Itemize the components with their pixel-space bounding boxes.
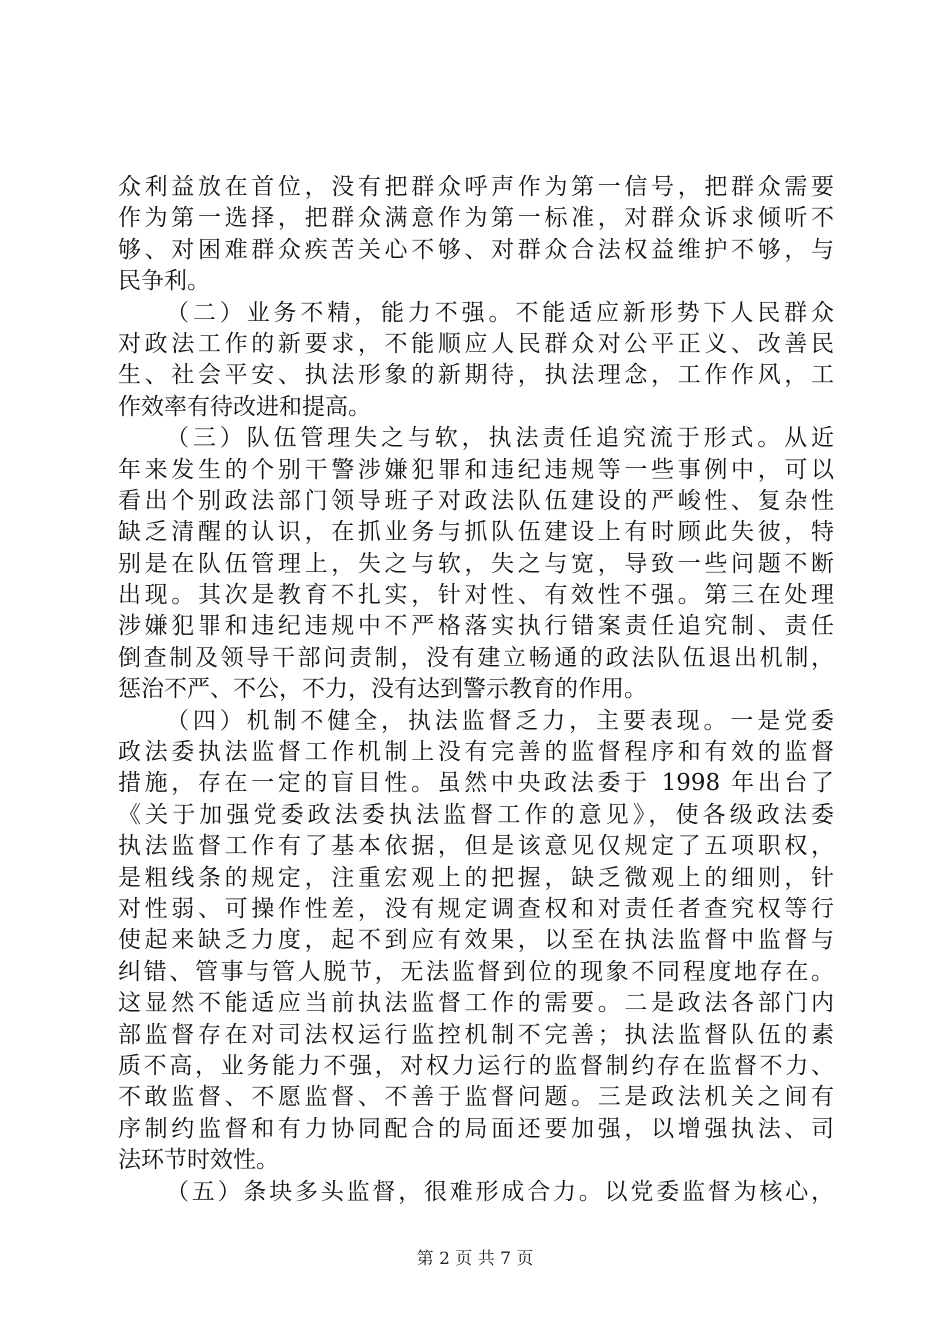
text-line: 《关于加强党委政法委执法监督工作的意见》，使各级政法委 <box>118 801 834 828</box>
text-line: 民争利。 <box>118 268 210 295</box>
text-line: 看出个别政法部门领导班子对政法队伍建设的严峻性、复杂性 <box>118 487 834 514</box>
text-line: 惩治不严、不公，不力，没有达到警示教育的作用。 <box>118 676 647 703</box>
document-body <box>118 172 834 1208</box>
text-line: 够、对困难群众疾苦关心不够、对群众合法权益维护不够，与 <box>118 236 834 263</box>
text-line: 生、社会平安、执法形象的新期待，执法理念，工作作风，工 <box>118 362 834 389</box>
text-line: 措施，存在一定的盲目性。虽然中央政法委于 1998 年出台了 <box>118 770 834 797</box>
text-line: 不敢监督、不愿监督、不善于监督问题。三是政法机关之间有 <box>118 1084 834 1111</box>
text-line: 出现。其次是教育不扎实，针对性、有效性不强。第三在处理 <box>118 582 834 609</box>
text-line: 执法监督工作有了基本依据，但是该意见仅规定了五项职权， <box>118 833 834 860</box>
text-line: 这显然不能适应当前执法监督工作的需要。二是政法各部门内 <box>118 990 834 1017</box>
text-line: 作为第一选择，把群众满意作为第一标准，对群众诉求倾听不 <box>118 205 834 232</box>
text-line: （二）业务不精，能力不强。不能适应新形势下人民群众 <box>166 299 834 326</box>
page-footer: 第 2 页 共 7 页 <box>416 1249 534 1269</box>
text-line: 倒查制及领导干部问责制，没有建立畅通的政法队伍退出机制， <box>118 644 834 671</box>
text-line: 对性弱、可操作性差，没有规定调查权和对责任者查究权等行 <box>118 895 834 922</box>
text-line: （三）队伍管理失之与软，执法责任追究流于形式。从近 <box>166 425 834 452</box>
text-line: 使起来缺乏力度，起不到应有效果，以至在执法监督中监督与 <box>118 927 834 954</box>
text-line: 别是在队伍管理上，失之与软，失之与宽，导致一些问题不断 <box>118 550 834 577</box>
text-line: （五）条块多头监督，很难形成合力。以党委监督为核心， <box>166 1178 834 1205</box>
text-line: 是粗线条的规定，注重宏观上的把握，缺乏微观上的细则，针 <box>118 864 834 891</box>
text-line: 部监督存在对司法权运行监控机制不完善；执法监督队伍的素 <box>118 1021 834 1048</box>
text-line: （四）机制不健全，执法监督乏力，主要表现。一是党委 <box>166 707 834 734</box>
text-line: 法环节时效性。 <box>118 1147 279 1174</box>
text-line: 对政法工作的新要求，不能顺应人民群众对公平正义、改善民 <box>118 330 834 357</box>
text-line: 作效率有待改进和提高。 <box>118 393 371 420</box>
text-line: 众利益放在首位，没有把群众呼声作为第一信号，把群众需要 <box>118 174 834 200</box>
text-line: 缺乏清醒的认识，在抓业务与抓队伍建设上有时顾此失彼，特 <box>118 519 834 546</box>
text-line: 涉嫌犯罪和违纪违规中不严格落实执行错案责任追究制、责任 <box>118 613 834 640</box>
text-line: 纠错、管事与管人脱节，无法监督到位的现象不同程度地存在。 <box>118 958 834 985</box>
text-line: 序制约监督和有力协同配合的局面还要加强，以增强执法、司 <box>118 1115 834 1142</box>
text-line: 质不高，业务能力不强，对权力运行的监督制约存在监督不力、 <box>118 1052 834 1079</box>
text-line: 政法委执法监督工作机制上没有完善的监督程序和有效的监督 <box>118 739 834 766</box>
text-line: 年来发生的个别干警涉嫌犯罪和违纪违规等一些事例中，可以 <box>118 456 834 483</box>
